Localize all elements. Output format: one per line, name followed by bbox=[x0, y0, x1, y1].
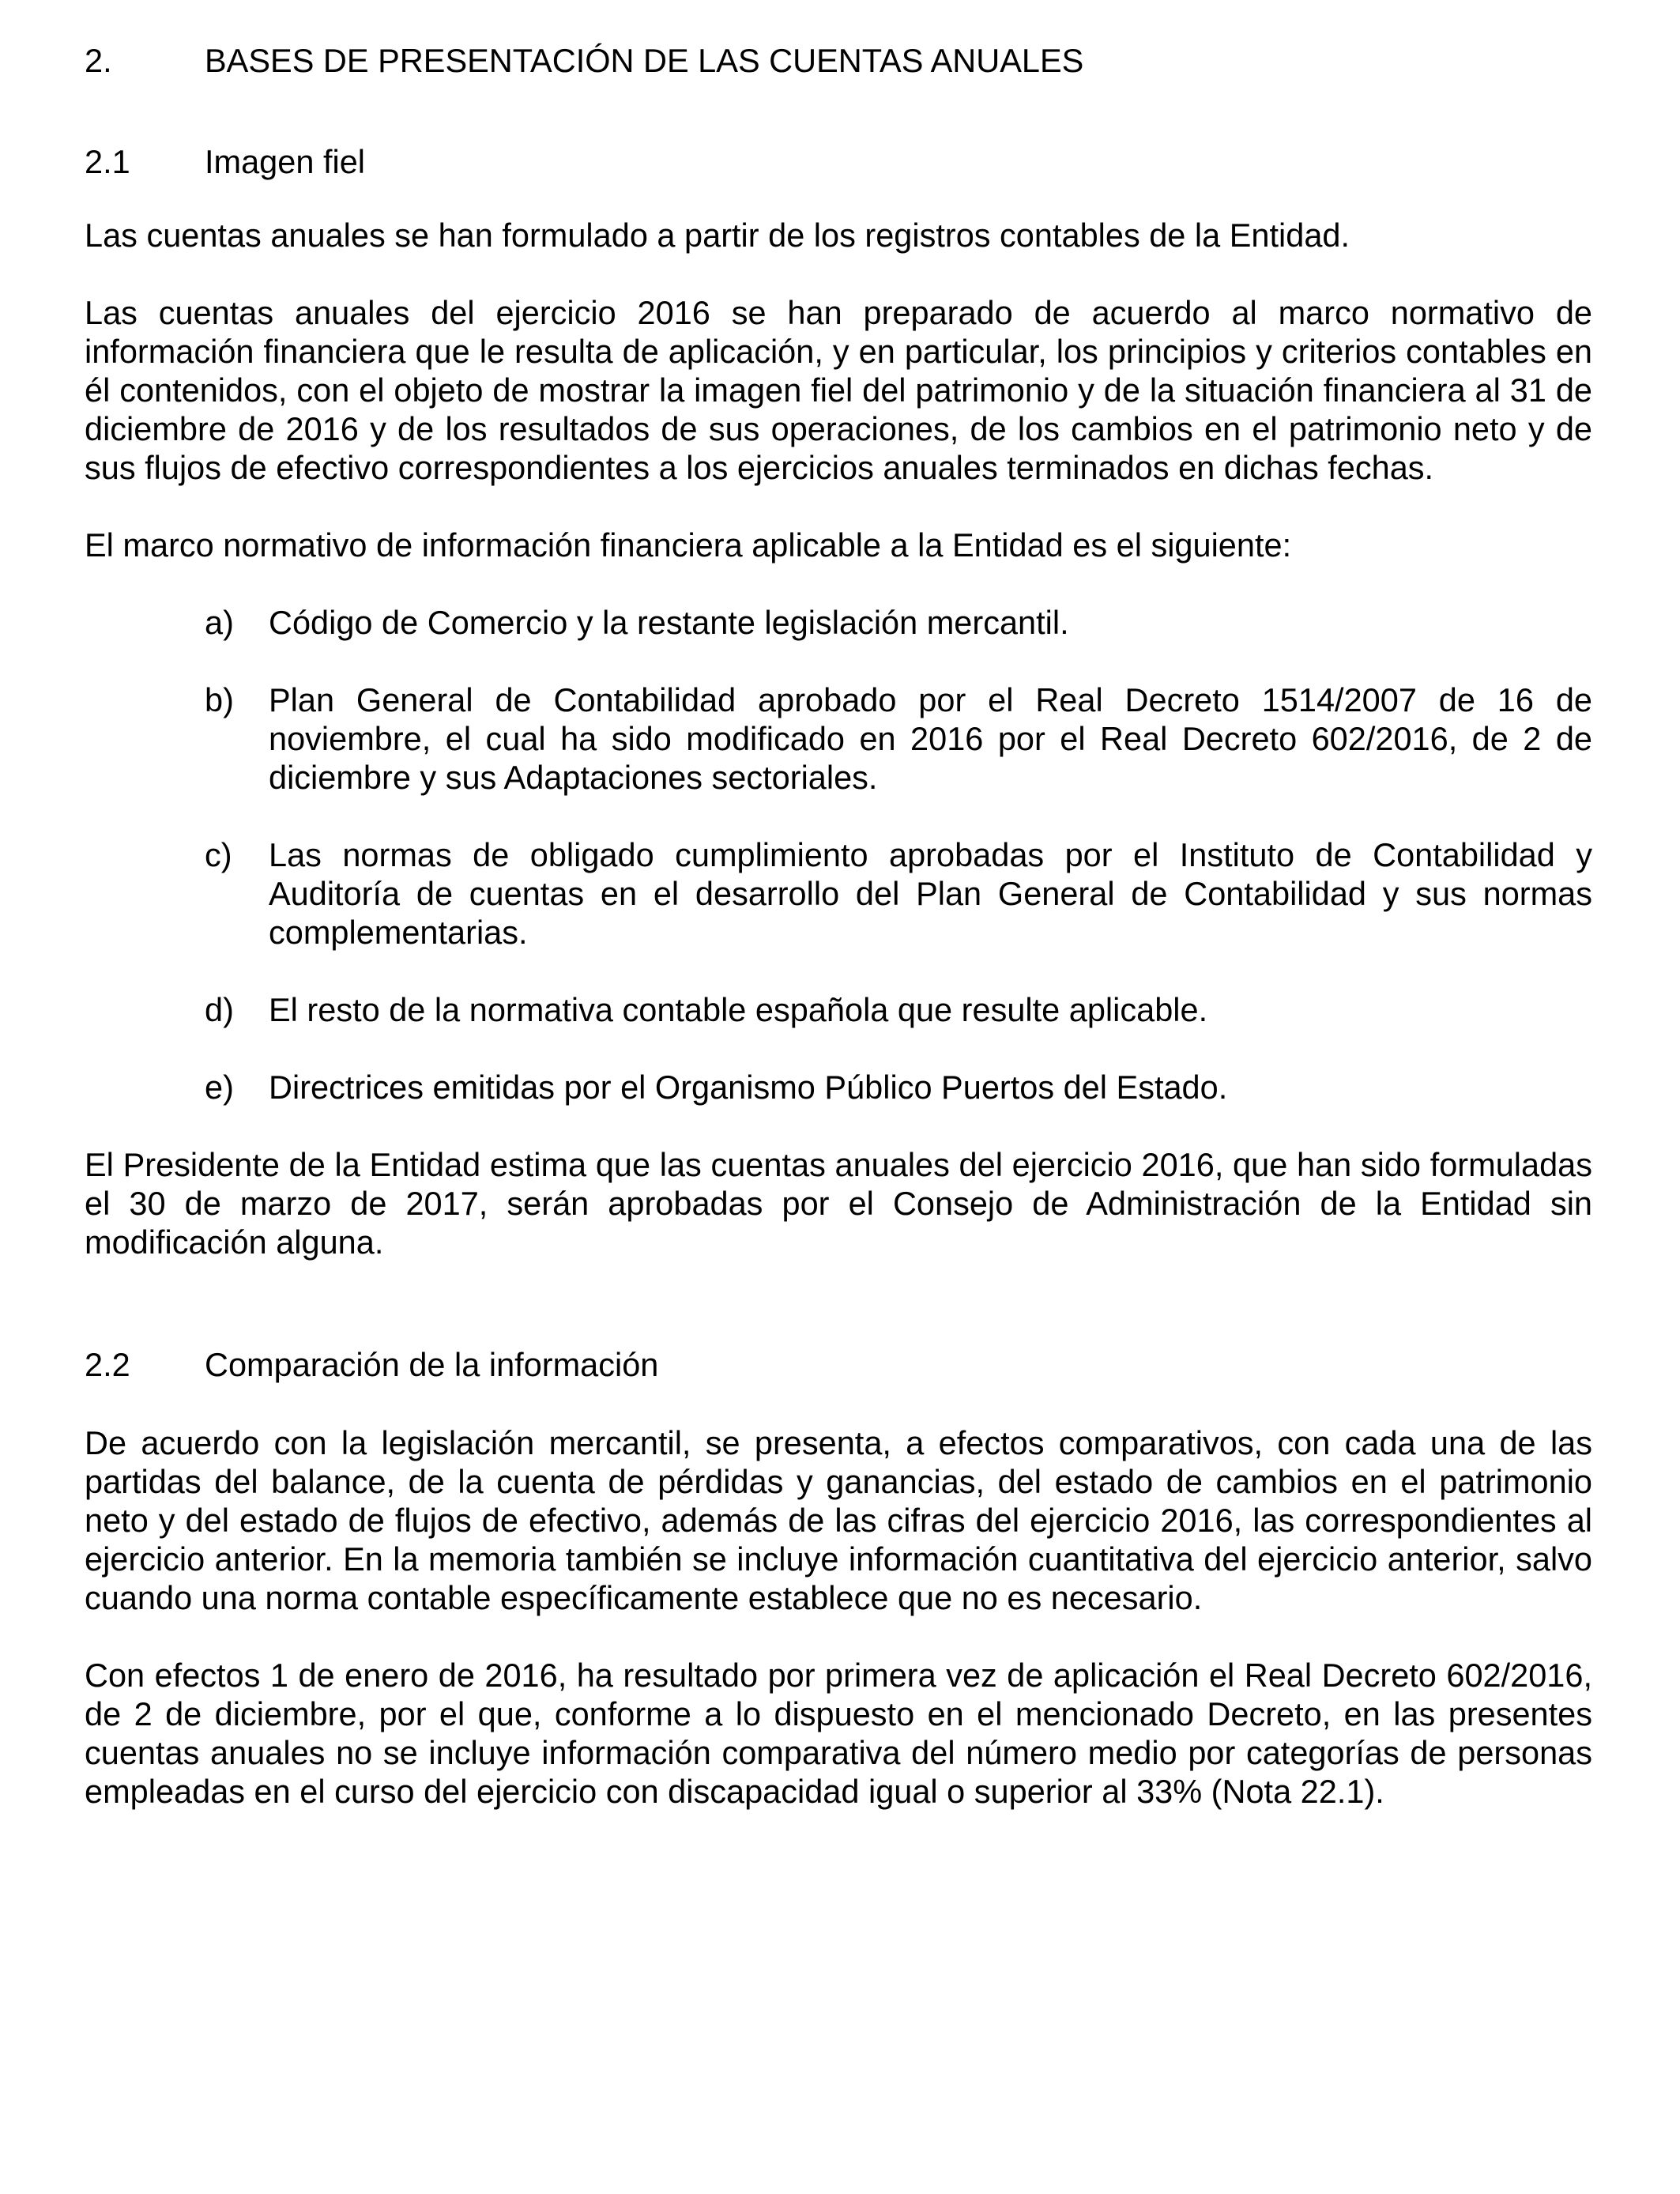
section-heading bbox=[85, 41, 1592, 80]
list-marker: c) bbox=[205, 836, 232, 873]
list-item-text: Plan General de Contabilidad aprobado por el Real Decreto 1514/2007 de 16 de noviembre, el cual ha sido modificado en 2016 por el Real Decreto 602/2016, de 2 de diciembre y sus Adaptaciones sectoriales. bbox=[269, 681, 1592, 796]
section-number: 2. bbox=[85, 42, 112, 79]
list-item bbox=[85, 835, 1592, 952]
list-marker: d) bbox=[205, 991, 234, 1028]
subsection-title: Comparación de la información bbox=[205, 1346, 659, 1383]
subsection-title: Imagen fiel bbox=[205, 143, 366, 180]
regulatory-framework-list bbox=[85, 603, 1592, 1106]
paragraph: Las cuentas anuales se han formulado a partir de los registros contables de la Entidad. bbox=[85, 217, 1350, 254]
list-marker: e) bbox=[205, 1069, 234, 1106]
list-item-text: Código de Comercio y la restante legislación mercantil. bbox=[269, 604, 1069, 641]
list-item-text: El resto de la normativa contable española que resulte aplicable. bbox=[269, 991, 1208, 1028]
paragraph: El marco normativo de información financiera aplicable a la Entidad es el siguiente: bbox=[85, 526, 1292, 564]
paragraph: Con efectos 1 de enero de 2016, ha resultado por primera vez de aplicación el Real Decreto 602/2016, de 2 de diciembre, por el que, conforme a lo dispuesto en el mencionado Decreto, en las presentes cuentas anuales no se incluye información comparativa del número medio por categorías de personas empleadas en el curso del ejercicio con discapacidad igual o superior al 33% (Nota 22.1). bbox=[85, 1657, 1592, 1810]
list-item bbox=[85, 680, 1592, 797]
paragraph: El Presidente de la Entidad estima que las cuentas anuales del ejercicio 2016, que han sido formuladas el 30 de marzo de 2017, serán aprobadas por el Consejo de Administración de la Entidad sin modificación alguna. bbox=[85, 1146, 1592, 1261]
list-marker: b) bbox=[205, 681, 234, 718]
document-page bbox=[85, 41, 1592, 1849]
subsection-heading-imagen-fiel bbox=[85, 142, 1592, 181]
subsection-number: 2.1 bbox=[85, 143, 130, 180]
section-title: BASES DE PRESENTACIÓN DE LAS CUENTAS ANUALES bbox=[205, 42, 1084, 79]
list-item-text: Las normas de obligado cumplimiento aprobadas por el Instituto de Contabilidad y Auditoría de cuentas en el desarrollo del Plan General de Contabilidad y sus normas complementarias. bbox=[269, 836, 1592, 951]
list-item bbox=[85, 603, 1592, 642]
subsection-number: 2.2 bbox=[85, 1346, 130, 1383]
subsection-heading-comparacion bbox=[85, 1345, 1592, 1384]
list-item bbox=[85, 990, 1592, 1029]
paragraph: Las cuentas anuales del ejercicio 2016 se han preparado de acuerdo al marco normativo de información financiera que le resulta de aplicación, y en particular, los principios y criterios contables en él contenidos, con el objeto de mostrar la imagen fiel del patrimonio y de la situación financiera al 31 de diciembre de 2016 y de los resultados de sus operaciones, de los cambios en el patrimonio neto y de sus flujos de efectivo correspondientes a los ejercicios anuales terminados en dichas fechas. bbox=[85, 294, 1592, 486]
list-item-text: Directrices emitidas por el Organismo Público Puertos del Estado. bbox=[269, 1069, 1228, 1106]
paragraph: De acuerdo con la legislación mercantil, se presenta, a efectos comparativos, con cada una de las partidas del balance, de la cuenta de pérdidas y ganancias, del estado de cambios en el patrimonio neto y del estado de flujos de efectivo, además de las cifras del ejercicio 2016, las correspondientes al ejercicio anterior. En la memoria también se incluye información cuantitativa del ejercicio anterior, salvo cuando una norma contable específicamente establece que no es necesario. bbox=[85, 1424, 1592, 1616]
list-marker: a) bbox=[205, 604, 234, 641]
list-item bbox=[85, 1068, 1592, 1106]
